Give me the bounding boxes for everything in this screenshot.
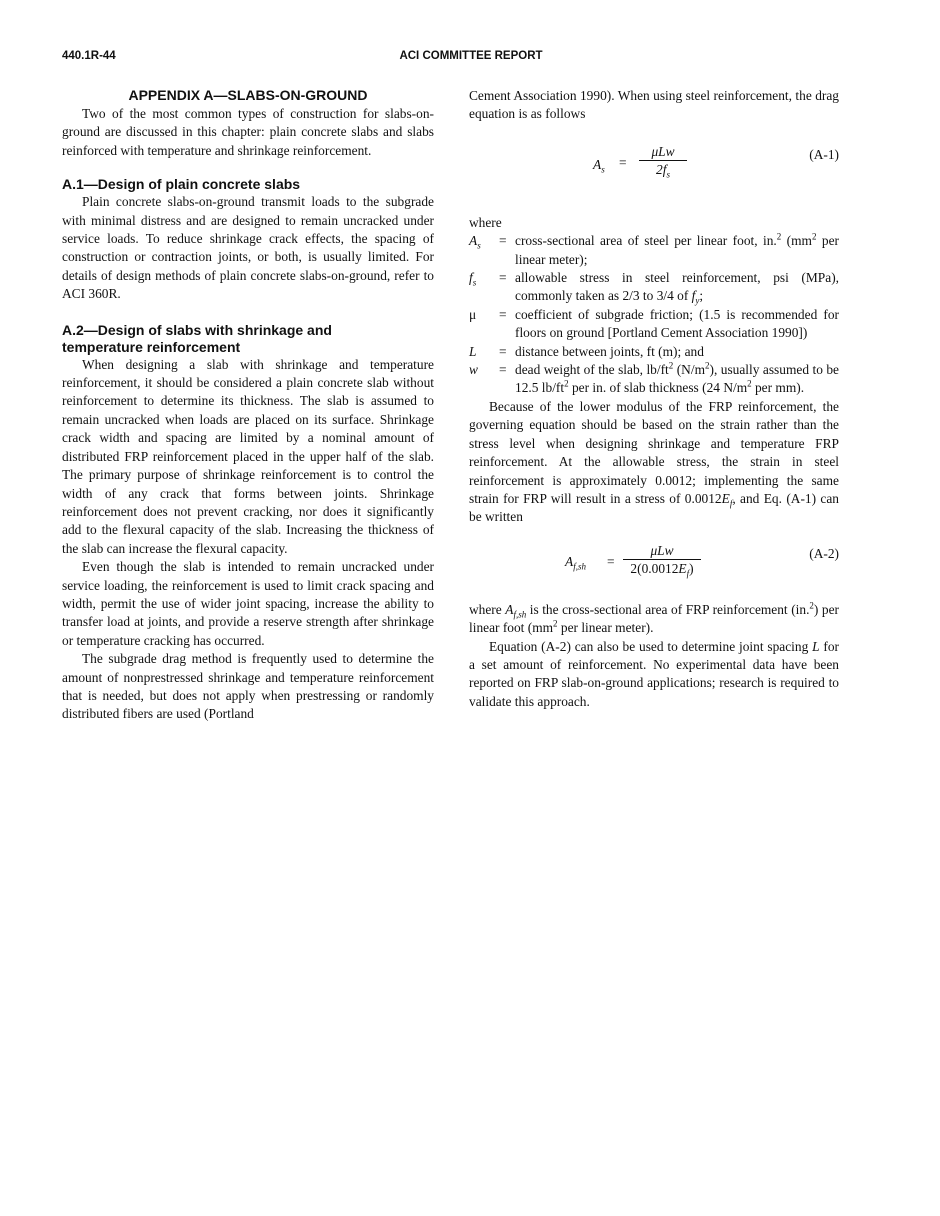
section-a2-paragraph-1: When designing a slab with shrinkage and temperature reinforcement, it should be considered a plain concrete slab without reinforcement to determine its thickness. The slab is assumed to remain uncracked when loads are placed on its surface. Shrinkage crack width and spacing are limited by a nominal amount of distributed FRP reinforcement placed in the upper half of the slab. The primary purpose of shrinkage reinforcement is to control the width of any crack that forms between joints. Shrinkage reinforcement does not prevent cracking, nor does it significantly add to the flexural capacity of the slab. Increasing the thickness of the slab can increase the flexural capacity. <box>62 356 434 556</box>
def-symbol: $f_s$ <box>469 270 477 288</box>
joint-spacing-paragraph: Equation (A-2) can also be used to determine joint spacing L for a set amount of reinforcement. No experimental data have been reported on FRP slab-on-ground applications; research is required to validate this approach. <box>469 638 840 709</box>
section-a2-heading-line1: A.2—Design of slabs with shrinkage and <box>62 321 332 338</box>
def-text: distance between joints, ft (m); and <box>515 343 704 359</box>
section-a2-heading-line2: temperature reinforcement <box>62 338 241 355</box>
equation-a2 <box>469 537 839 595</box>
eq2-equals: = <box>607 553 615 569</box>
equation-a1 <box>469 138 839 200</box>
eq2-lhs: $A_{f,sh}$ <box>565 553 586 572</box>
def-text: cross-sectional area of steel per linear foot, in.$^2$ ($mm^2$ per linear meter); <box>515 231 840 267</box>
continued-paragraph: Cement Association 1990). When using steel reinforcement, the drag equation is as follows <box>469 88 839 122</box>
intro-paragraph: Two of the most common types of construction for slabs-on-ground are discussed in this chapter: plain concrete slabs and slabs reinforced with temperature and shrinkage reinforcement. <box>62 106 434 158</box>
definition-L: L = distance between joints, ft (m); and <box>469 343 839 361</box>
section-a2-paragraph-3: The subgrade drag method is frequently used to determine the amount of nonprestressed shrinkage and temperature reinforcement that is needed, but does not apply when prestressing or randomly distributed fibers are used (Portland <box>62 651 434 722</box>
def-symbol: L <box>469 343 477 359</box>
left-column <box>62 87 434 724</box>
frp-strain-paragraph: Because of the lower modulus of the FRP reinforcement, the governing equation should be based on the strain rather than the stress level when designing shrinkage and temperature FRP reinforcement. At the allowable stress, the strain in steel reinforcement is approximately 0.0012; implementing the same strain for FRP will result in a stress of $0.0012E_f$, and Eq. (A-1) can be written <box>469 398 840 525</box>
eq1-equals: = <box>619 154 627 170</box>
def-text: coefficient of subgrade friction; (1.5 is recommended for floors on ground [Portland Cement Association 1990]) <box>515 306 839 341</box>
eq2-denominator: $2(0.0012E_f)$ <box>630 560 694 579</box>
def-text: allowable stress in steel reinforcement, psi (MPa), commonly taken as 2/3 to 3/4 of $f_y$; <box>515 270 839 307</box>
section-a1-heading: A.1—Design of plain concrete slabs <box>62 176 301 193</box>
definition-w: w = dead weight of the slab, $lb/ft^2$ $(N/m^2)$, usually assumed to be 12.5 $lb/ft^2$ per in. of slab thickness (24 $N/m^2$ per mm). <box>469 361 839 398</box>
definition-mu: μ = coefficient of subgrade friction; (1.5 is recommended for floors on ground [Portland Cement Association 1990]) <box>469 306 839 343</box>
eq2-label: (A-2) <box>809 545 839 561</box>
section-a2-heading <box>62 322 434 356</box>
appendix-heading: APPENDIX A—SLABS-ON-GROUND <box>128 87 368 103</box>
def-symbol: w <box>469 362 478 378</box>
eq2-fraction <box>623 543 701 578</box>
eq1-lhs: $A_s$ <box>593 156 605 175</box>
eq1-numerator: μLw <box>639 144 687 161</box>
section-a2-paragraph-2: Even though the slab is intended to remain uncracked under service loading, the reinforcement is used to limit crack spacing and width, permit the use of wider joint spacing, increase the ability to transfer load at joints, and provide a reserve strength after shrinkage or temperature cracking has occurred. <box>62 559 434 648</box>
page-number: 440.1R-44 <box>62 50 116 62</box>
eq1-label: (A-1) <box>809 146 839 162</box>
def-symbol: μ <box>469 306 477 322</box>
definition-As: $A_s$ = cross-sectional area of steel per linear foot, in.$^2$ ($mm^2$ per linear meter); <box>469 232 839 269</box>
eq1-denominator: $2f_s$ <box>656 161 670 180</box>
where-afsh-paragraph: where $A_{f,sh}$ is the cross-sectional area of FRP reinforcement (in.$^2$) per linear foot ($mm^2$ per linear meter). <box>469 600 840 636</box>
section-a1-paragraph: Plain concrete slabs-on-ground transmit loads to the subgrade with minimal distress and are designed to remain uncracked under service loads. To reduce shrinkage crack effects, the spacing of construction or contraction joints, or both, is usually limited. For details of design methods of plain concrete slabs-on-ground, refer to ACI 360R. <box>62 194 434 302</box>
eq1-fraction <box>639 144 687 179</box>
definition-list <box>469 232 839 398</box>
def-text: dead weight of the slab, $lb/ft^2$ $(N/m^2)$, usually assumed to be 12.5 $lb/ft^2$ per in. of slab thickness (24 $N/m^2$ per mm). <box>515 360 839 396</box>
where-label: where <box>469 214 502 230</box>
right-column <box>469 87 839 711</box>
eq2-numerator: μLw <box>623 543 701 560</box>
def-symbol: $A_s$ <box>469 233 481 251</box>
definition-fs: $f_s$ = allowable stress in steel reinforcement, psi (MPa), commonly taken as 2/3 to 3/4 of $f_y$; <box>469 270 839 307</box>
running-title: ACI COMMITTEE REPORT <box>399 50 543 62</box>
